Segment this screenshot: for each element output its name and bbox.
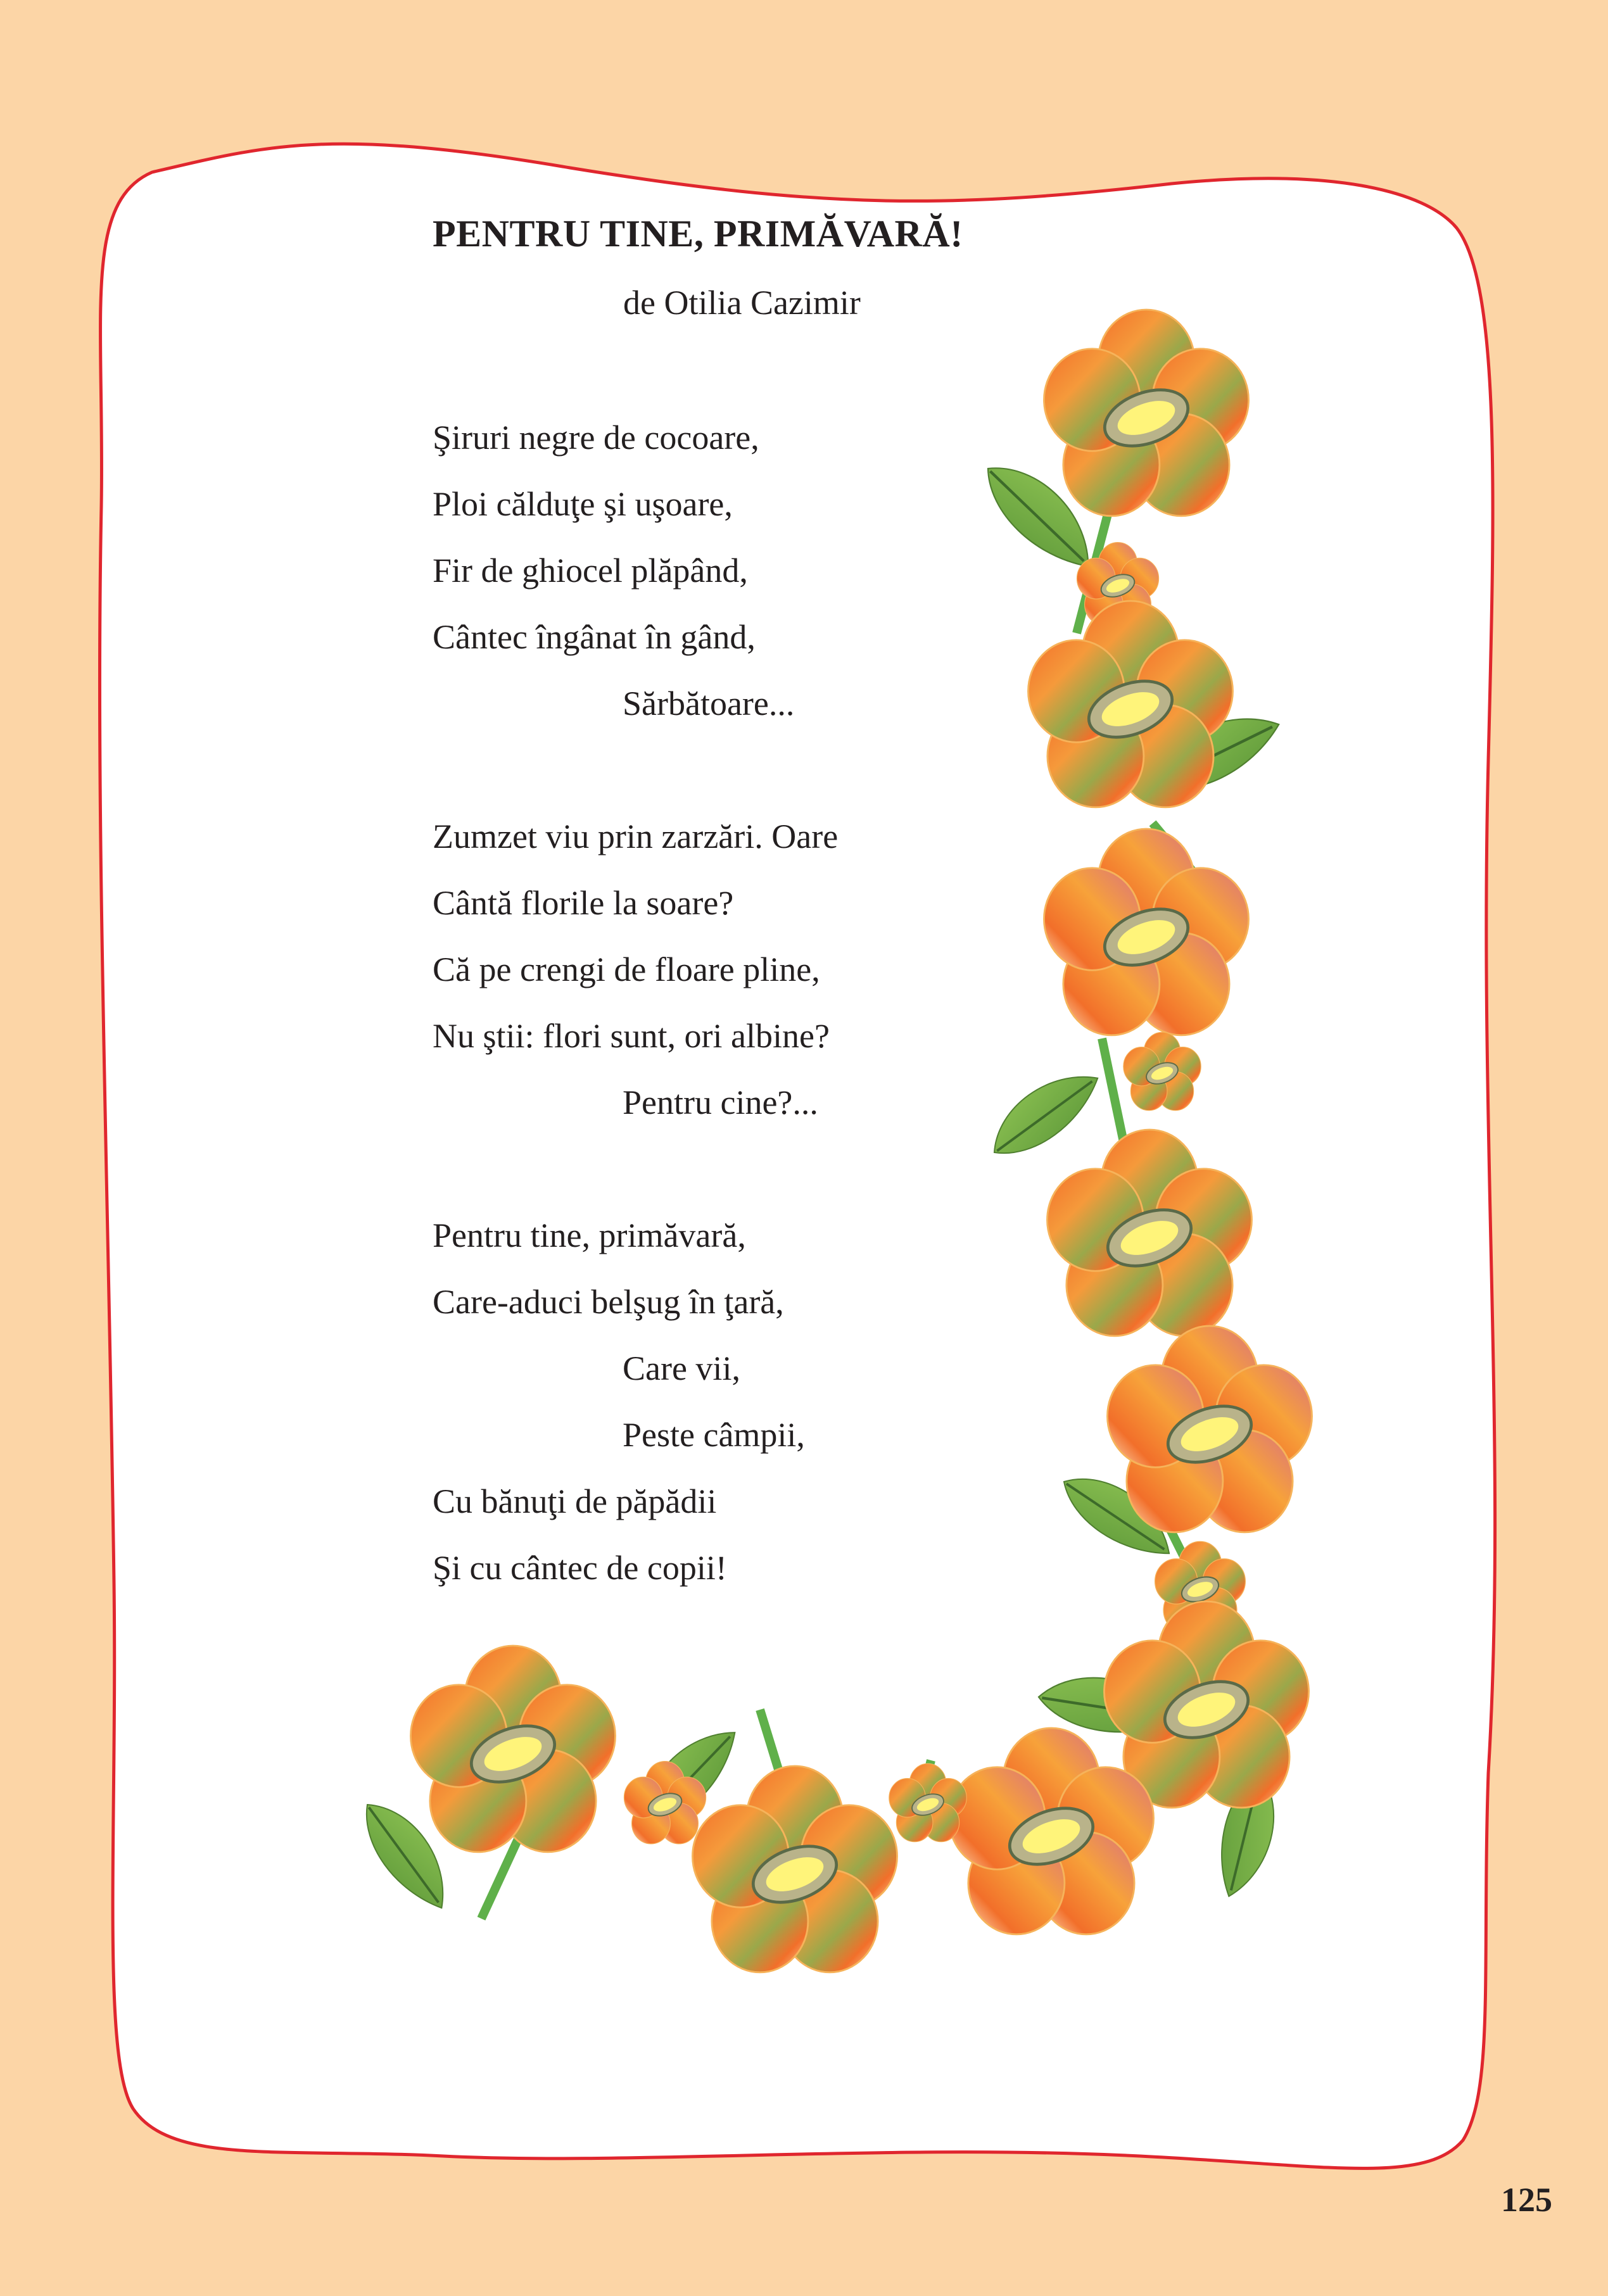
poem-line: Zumzet viu prin zarzări. Oare [433, 817, 839, 855]
poem-line: Şiruri negre de cocoare, [433, 419, 759, 457]
poem-line: Pentru tine, primăvară, [433, 1216, 746, 1254]
orange-flower-icon [411, 1646, 616, 1852]
poem-line: Nu ştii: flori sunt, ori albine? [433, 1017, 830, 1055]
poem-line: Cântă florile la soare? [433, 884, 734, 922]
poem-line: Care vii, [623, 1349, 740, 1387]
poem-title: PENTRU TINE, PRIMĂVARĂ! [433, 213, 963, 255]
poem-line: Ploi călduţe şi uşoare, [433, 485, 733, 523]
poem-line: Peste câmpii, [623, 1416, 805, 1454]
orange-flower-icon [1108, 1326, 1312, 1532]
orange-flower-icon [1044, 310, 1249, 516]
orange-flower-icon [1044, 829, 1249, 1035]
poem-line: Şi cu cântec de copii! [433, 1549, 727, 1587]
poem-line: Pentru cine?... [623, 1083, 818, 1121]
poem-line: Cu bănuţi de păpădii [433, 1482, 717, 1520]
poem-line: Cântec îngânat în gând, [433, 618, 756, 656]
orange-flower-icon [1029, 601, 1233, 807]
orange-flower-icon [1048, 1130, 1252, 1336]
green-leaf-icon [978, 1061, 1112, 1166]
orange-flower-icon [889, 1763, 966, 1841]
poem-line: Care-aduci belşug în ţară, [433, 1283, 784, 1321]
poem-line: Că pe crengi de floare pline, [433, 950, 820, 988]
orange-flower-icon [1124, 1032, 1201, 1110]
page-number: 125 [1501, 2181, 1552, 2219]
poem-line: Fir de ghiocel plăpând, [433, 552, 748, 590]
poem-line: Sărbătoare... [623, 684, 795, 722]
orange-flower-icon [693, 1766, 897, 1972]
poem-author: de Otilia Cazimir [623, 284, 861, 322]
